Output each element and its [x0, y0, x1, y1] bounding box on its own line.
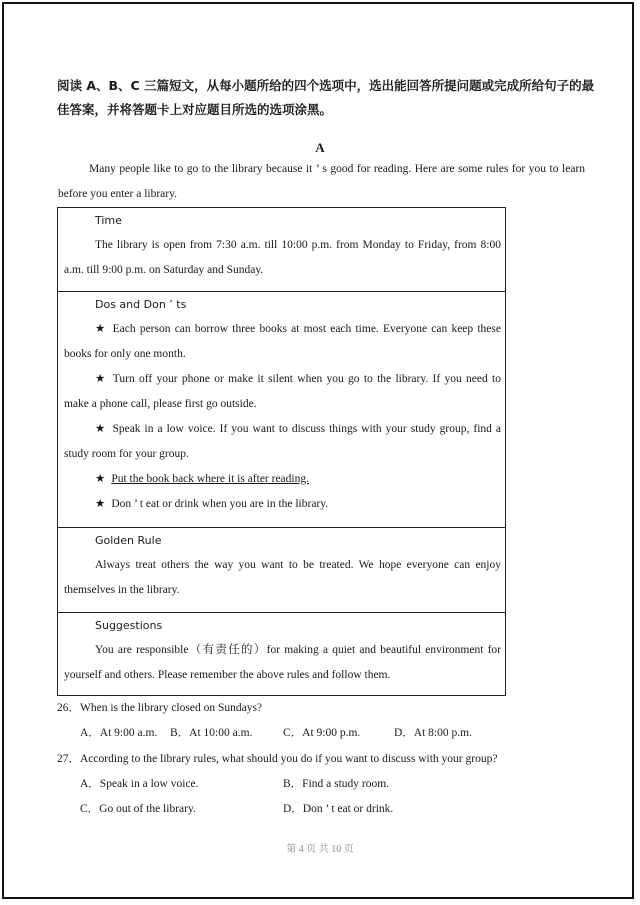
suggestions-text: You are responsible（有责任的）for making a quiet and beautiful environment for yourself and others. Please remember the above rules and follow them. — [64, 644, 501, 681]
star-icon: ★ — [95, 473, 106, 485]
reading-instructions: 阅读 A、B、C 三篇短文，从每小题所给的四个选项中，选出能回答所提问题或完成所给句子的最佳答案，并将答题卡上对应题目所选的选项涂黑。 — [57, 78, 595, 117]
question-27-option-d[interactable]: D．Don ’ t eat or drink. — [283, 803, 394, 815]
opening-hours-text: The library is open from 7:30 a.m. till 10:00 p.m. from Monday to Friday, from 8:00 a.m. till 9:00 p.m. on Saturday and Sunday. — [64, 239, 501, 276]
section-heading-time: Time — [95, 214, 122, 227]
question-27-option-a[interactable]: A．Speak in a low voice. — [80, 778, 199, 790]
passage-intro: Many people like to go to the library because it ’ s good for reading. Here are some rules for you to learn before you enter a library. — [58, 163, 585, 200]
question-26-option-b[interactable]: B．At 10:00 a.m. — [170, 727, 253, 739]
rule-item-voice — [64, 417, 501, 467]
section-heading-suggestions: Suggestions — [95, 619, 163, 632]
rule-text: Don ’ t eat or drink when you are in the library. — [111, 498, 329, 510]
rule-text: Each person can borrow three books at most each time. Everyone can keep these books for only one month. — [64, 323, 501, 360]
rules-section-golden-rule — [58, 528, 505, 613]
question-26-stem: 26．When is the library closed on Sundays? — [57, 702, 263, 714]
golden-rule-text: Always treat others the way you want to be treated. We hope everyone can enjoy themselves in the library. — [64, 559, 501, 596]
rule-text: Speak in a low voice. If you want to discuss things with your study group, find a study room for your group. — [64, 423, 501, 460]
rule-item-phone — [64, 367, 501, 417]
question-27-stem: 27．According to the library rules, what should you do if you want to discuss with your group? — [57, 753, 498, 765]
question-26-option-d[interactable]: D．At 8:00 p.m. — [394, 727, 472, 739]
page-number-footer: 第 4 页 共 10 页 — [286, 844, 354, 855]
rule-item-no-eating — [64, 492, 501, 517]
rules-section-time — [58, 208, 505, 292]
question-27-option-b[interactable]: B．Find a study room. — [283, 778, 390, 790]
question-27-option-c[interactable]: C．Go out of the library. — [80, 803, 196, 815]
question-26-option-c[interactable]: C．At 9:00 p.m. — [283, 727, 361, 739]
section-heading-golden-rule: Golden Rule — [95, 534, 162, 547]
rule-text: Turn off your phone or make it silent when you go to the library. If you need to make a phone call, please first go outside. — [64, 373, 502, 410]
star-icon: ★ — [95, 373, 107, 385]
rule-item-put-back — [64, 467, 501, 492]
passage-letter: A — [315, 140, 325, 155]
rule-item-borrow — [64, 317, 501, 367]
library-rules-table — [57, 207, 506, 696]
rules-section-dos-and-donts — [58, 292, 505, 528]
star-icon: ★ — [95, 498, 106, 510]
star-icon: ★ — [95, 323, 107, 335]
star-icon: ★ — [95, 423, 107, 435]
question-26-option-a[interactable]: A．At 9:00 a.m. — [80, 727, 158, 739]
section-heading-dos-and-donts: Dos and Don ’ ts — [95, 298, 187, 311]
rule-text-underlined: Put the book back where it is after reading. — [111, 473, 309, 485]
rules-section-suggestions — [58, 613, 505, 695]
